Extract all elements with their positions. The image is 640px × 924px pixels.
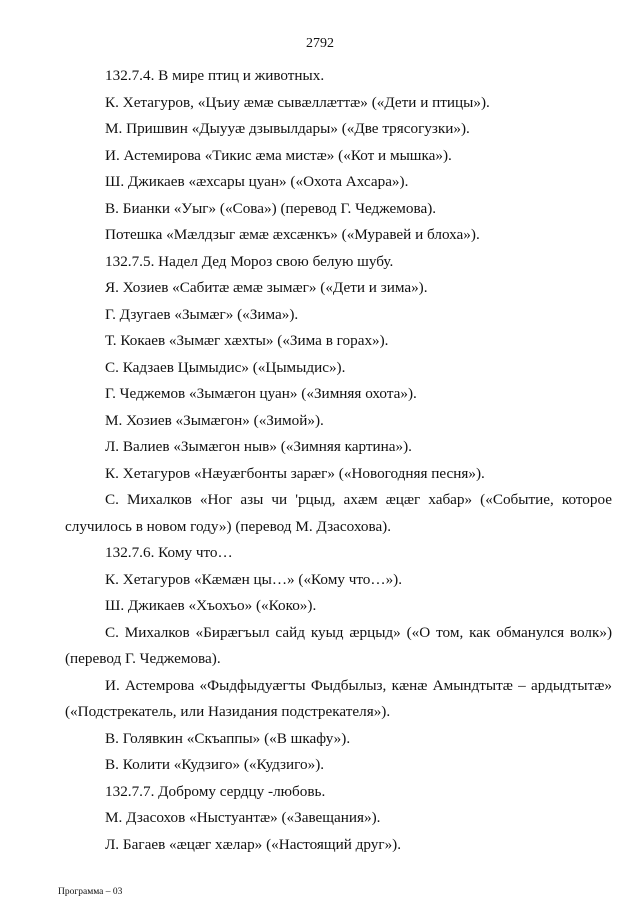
text-line: В. Бианки «Уыг» («Сова») (перевод Г. Чеджемова). bbox=[105, 199, 437, 217]
text-line-continuation: случилось в новом году») (перевод М. Дзасохова). bbox=[65, 517, 392, 535]
text-line: С. Михалков «Бирæгъыл сайд куыд æрцыд» («О том, как обманулся волк») bbox=[105, 623, 612, 641]
text-line: 132.7.6. Кому что… bbox=[105, 544, 233, 561]
text-line: Г. Чеджемов «Зымæгон цуан» («Зимняя охота»). bbox=[105, 385, 417, 402]
text-line: 132.7.4. В мире птиц и животных. bbox=[105, 67, 325, 84]
text-line: М. Дзасохов «Ныстуантæ» («Завещания»). bbox=[105, 809, 381, 826]
text-line: Потешка «Мæлдзыг æмæ æхсæнкъ» («Муравей и блоха»). bbox=[105, 226, 480, 243]
text-line-continuation: (перевод Г. Чеджемова). bbox=[65, 650, 221, 667]
text-line-continuation: («Подстрекатель, или Назидания подстрекателя»). bbox=[65, 703, 391, 720]
text-line: Г. Дзугаев «Зымæг» («Зима»). bbox=[105, 305, 299, 323]
text-line: С. Кадзаев Цымыдис» («Цымыдис»). bbox=[105, 358, 346, 376]
text-line: К. Хетагуров, «Цъиу æмæ сывæллæттæ» («Дети и птицы»). bbox=[105, 93, 490, 111]
text-line: М. Хозиев «Зымæгон» («Зимой»). bbox=[105, 411, 324, 429]
text-line: С. Михалков «Ног азы чи 'рцыд, ахæм æцæг хабар» («Событие, которое bbox=[105, 491, 612, 508]
text-line: 132.7.5. Надел Дед Мороз свою белую шубу. bbox=[105, 252, 394, 270]
text-line: Ш. Джикаев «Хъохъо» («Коко»). bbox=[105, 597, 317, 614]
text-line: К. Хетагуров «Нæуæгбонты зарæг» («Новогодняя песня»). bbox=[105, 464, 485, 482]
text-line: Я. Хозиев «Сабитæ æмæ зымæг» («Дети и зима»). bbox=[105, 279, 428, 296]
text-line: Л. Багаев «æцæг хæлар» («Настоящий друг»). bbox=[105, 835, 402, 853]
text-line: Л. Валиев «Зымæгон ныв» («Зимняя картина»). bbox=[105, 438, 412, 455]
footer-label: Программа – 03 bbox=[58, 887, 123, 897]
text-line: И. Астемирова «Тикис æма мистæ» («Кот и мышка»). bbox=[105, 146, 452, 164]
text-line: В. Голявкин «Скъаппы» («В шкафу»). bbox=[105, 729, 351, 747]
text-line: К. Хетагуров «Кæмæн цы…» («Кому что…»). bbox=[105, 570, 403, 588]
page-number: 2792 bbox=[306, 36, 334, 51]
text-line: Т. Кокаев «Зымæг хæхты» («Зима в горах»). bbox=[105, 332, 389, 349]
text-line: Ш. Джикаев «æхсары цуан» («Охота Ахсара»). bbox=[105, 173, 409, 190]
text-line: В. Колити «Кудзиго» («Кудзиго»). bbox=[105, 756, 325, 773]
text-line: 132.7.7. Доброму сердцу -любовь. bbox=[105, 782, 326, 800]
text-line: М. Пришвин «Дыууæ дзывылдары» («Две трясогузки»). bbox=[105, 120, 470, 137]
text-line: И. Астемрова «Фыдфыдуæгты Фыдбылыз, кæнæ Амындтытæ – ардыдтытæ» bbox=[105, 676, 612, 694]
